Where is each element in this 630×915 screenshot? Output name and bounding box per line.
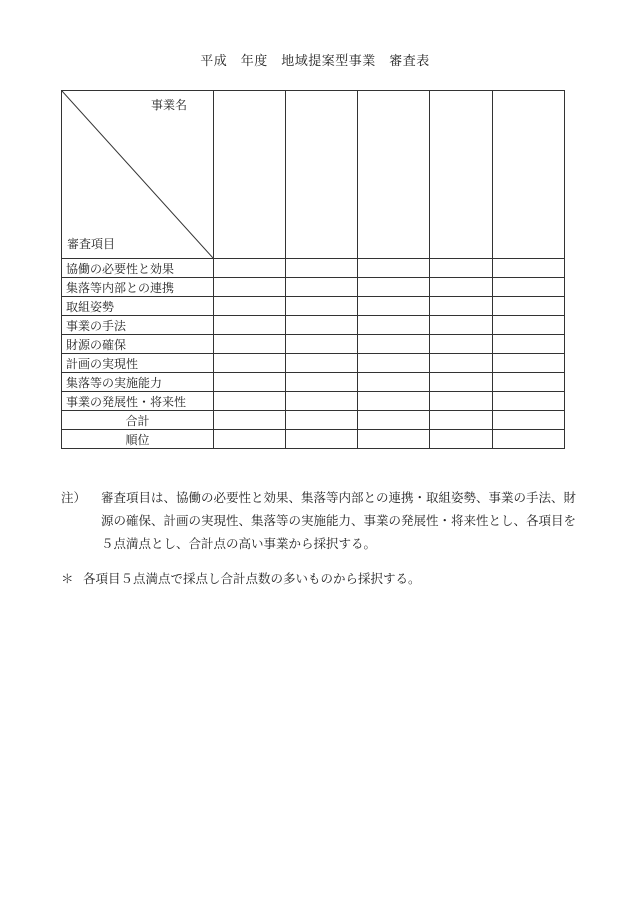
total-cell[interactable] <box>493 411 565 430</box>
score-cell[interactable] <box>358 278 430 297</box>
project-column-cell[interactable] <box>493 91 565 259</box>
score-cell[interactable] <box>286 392 358 411</box>
score-cell[interactable] <box>430 373 493 392</box>
score-cell[interactable] <box>493 392 565 411</box>
total-cell[interactable] <box>286 411 358 430</box>
row-label: 計画の実現性 <box>62 354 214 373</box>
total-cell[interactable] <box>430 411 493 430</box>
total-cell[interactable] <box>214 411 286 430</box>
score-cell[interactable] <box>430 278 493 297</box>
score-cell[interactable] <box>286 259 358 278</box>
score-cell[interactable] <box>214 392 286 411</box>
score-cell[interactable] <box>214 335 286 354</box>
note-label: 注） <box>61 490 87 505</box>
note-scoring <box>61 567 576 590</box>
row-label: 財源の確保 <box>62 335 214 354</box>
score-cell[interactable] <box>358 354 430 373</box>
score-cell[interactable] <box>286 335 358 354</box>
project-column-cell[interactable] <box>286 91 358 259</box>
score-cell[interactable] <box>493 297 565 316</box>
review-item-header: 審査項目 <box>67 237 116 251</box>
diagonal-line <box>62 91 213 258</box>
score-cell[interactable] <box>214 316 286 335</box>
row-label: 集落等の実施能力 <box>62 373 214 392</box>
diagonal-header-cell <box>62 91 214 259</box>
table-row <box>62 354 565 373</box>
score-cell[interactable] <box>358 373 430 392</box>
score-cell[interactable] <box>493 259 565 278</box>
table-row <box>62 335 565 354</box>
rank-cell[interactable] <box>493 430 565 449</box>
asterisk-label: ＊ <box>61 571 74 586</box>
note-review-items <box>61 486 576 555</box>
project-column-cell[interactable] <box>430 91 493 259</box>
table-row <box>62 278 565 297</box>
score-cell[interactable] <box>358 335 430 354</box>
rank-row <box>62 430 565 449</box>
score-cell[interactable] <box>493 278 565 297</box>
table-row <box>62 373 565 392</box>
score-cell[interactable] <box>493 316 565 335</box>
note-text: 各項目５点満点で採点し合計点数の多いものから採択する。 <box>83 571 421 586</box>
note-text: 審査項目は、協働の必要性と効果、集落等内部との連携・取組姿勢、事業の手法、財源の確保、計画の実現性、集落等の実施能力、事業の発展性・将来性とし、各項目を５点満点とし、合計点の高い事業から採択する。 <box>101 490 577 551</box>
review-table <box>61 90 565 449</box>
score-cell[interactable] <box>430 335 493 354</box>
score-cell[interactable] <box>430 297 493 316</box>
project-column-cell[interactable] <box>214 91 286 259</box>
score-cell[interactable] <box>214 373 286 392</box>
score-cell[interactable] <box>430 354 493 373</box>
row-label: 取組姿勢 <box>62 297 214 316</box>
row-label: 事業の手法 <box>62 316 214 335</box>
row-label: 集落等内部との連携 <box>62 278 214 297</box>
score-cell[interactable] <box>214 278 286 297</box>
table-row <box>62 392 565 411</box>
score-cell[interactable] <box>358 259 430 278</box>
page-title: 平成 年度 地域提案型事業 審査表 <box>200 54 430 69</box>
score-cell[interactable] <box>358 297 430 316</box>
total-label: 合計 <box>62 411 214 430</box>
score-cell[interactable] <box>430 259 493 278</box>
score-cell[interactable] <box>493 354 565 373</box>
score-cell[interactable] <box>493 373 565 392</box>
score-cell[interactable] <box>286 278 358 297</box>
row-label: 協働の必要性と効果 <box>62 259 214 278</box>
table-row <box>62 259 565 278</box>
score-cell[interactable] <box>286 354 358 373</box>
rank-cell[interactable] <box>214 430 286 449</box>
score-cell[interactable] <box>214 297 286 316</box>
project-column-cell[interactable] <box>358 91 430 259</box>
total-cell[interactable] <box>358 411 430 430</box>
score-cell[interactable] <box>430 392 493 411</box>
score-cell[interactable] <box>286 316 358 335</box>
score-cell[interactable] <box>358 392 430 411</box>
total-row <box>62 411 565 430</box>
score-cell[interactable] <box>286 297 358 316</box>
score-cell[interactable] <box>493 335 565 354</box>
table-row <box>62 297 565 316</box>
rank-cell[interactable] <box>358 430 430 449</box>
rank-cell[interactable] <box>430 430 493 449</box>
score-cell[interactable] <box>358 316 430 335</box>
score-cell[interactable] <box>286 373 358 392</box>
project-name-header: 事業名 <box>150 98 187 112</box>
row-label: 事業の発展性・将来性 <box>62 392 214 411</box>
score-cell[interactable] <box>214 354 286 373</box>
table-header-row <box>62 91 565 259</box>
rank-cell[interactable] <box>286 430 358 449</box>
score-cell[interactable] <box>214 259 286 278</box>
table-row <box>62 316 565 335</box>
rank-label: 順位 <box>62 430 214 449</box>
score-cell[interactable] <box>430 316 493 335</box>
